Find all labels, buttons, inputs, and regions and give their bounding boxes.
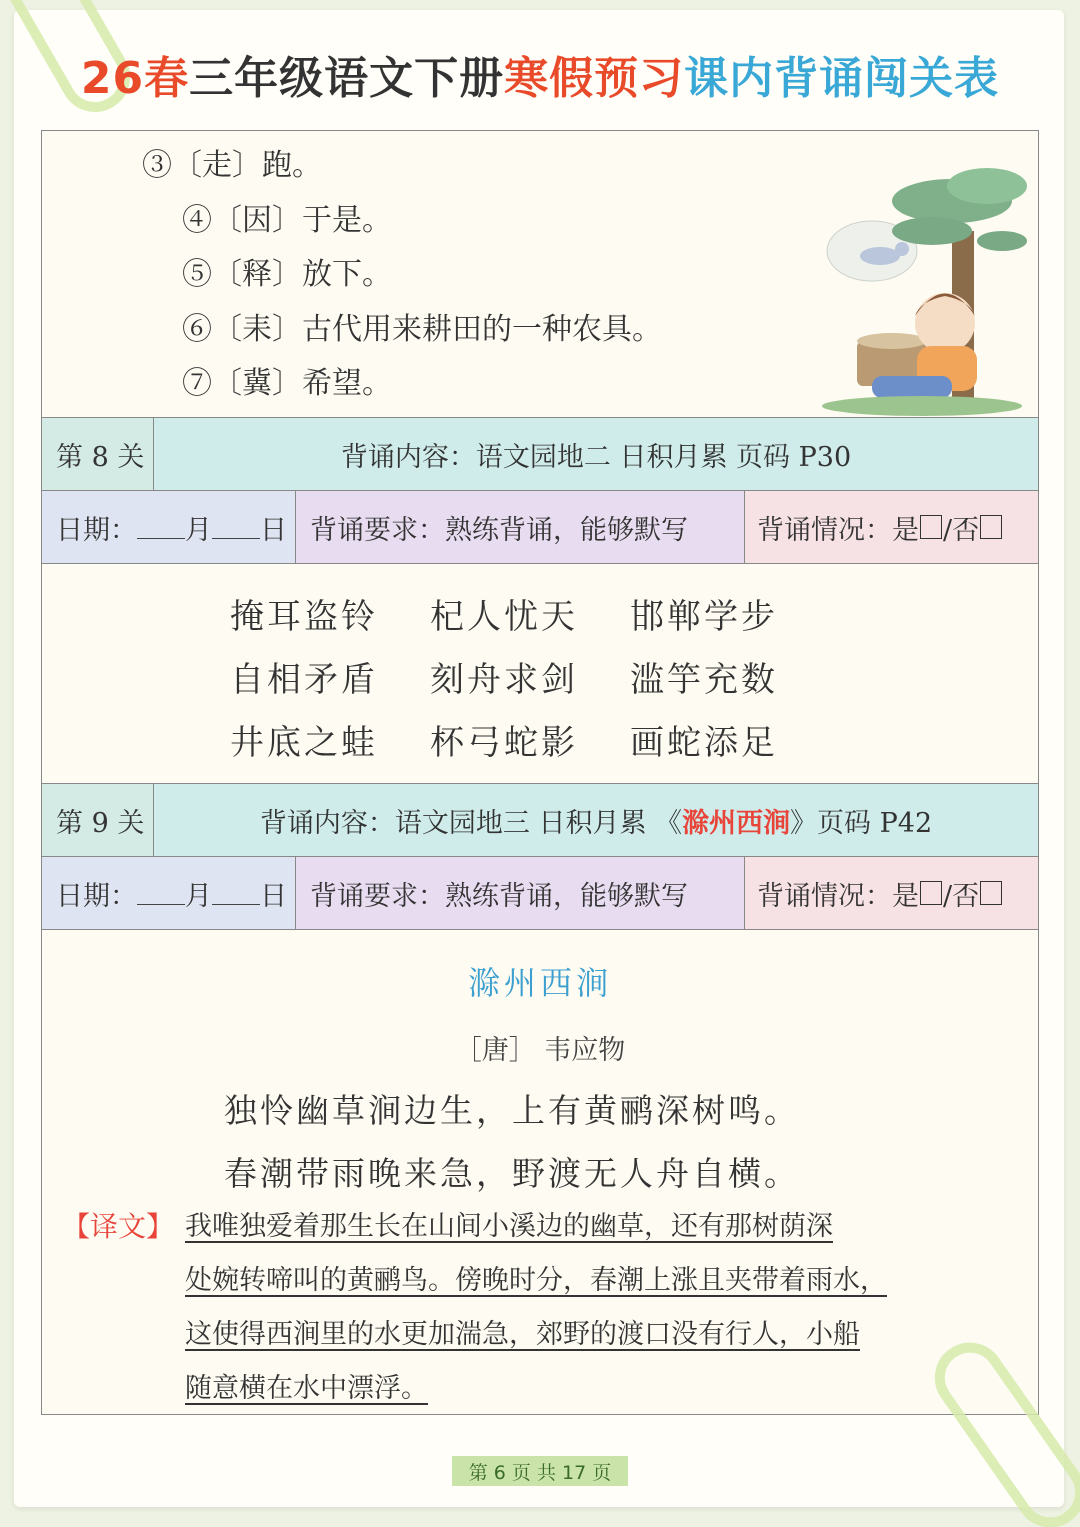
no-checkbox[interactable]	[980, 515, 1002, 539]
definition-item: ⑤〔释〕放下。	[182, 257, 392, 292]
farmer-under-tree-illustration	[802, 151, 1032, 421]
poem-author: ［唐］ 韦应物	[454, 1035, 626, 1066]
yes-checkbox[interactable]	[920, 515, 942, 539]
translation-text	[185, 1200, 1011, 1416]
no-checkbox[interactable]	[980, 881, 1002, 905]
translation-line: 随意横在水中漂浮。	[185, 1373, 428, 1404]
status-label: 背诵情况：是	[757, 880, 919, 912]
date-label: 日期：	[56, 880, 137, 912]
level-9-label: 第 9 关	[42, 784, 154, 856]
level-9-content-suffix: 》页码 P42	[790, 807, 933, 839]
idiom: 杯弓蛇影	[430, 723, 578, 763]
translation-line: 这使得西涧里的水更加湍急，郊野的渡口没有行人，小船	[185, 1319, 860, 1350]
definition-item: ⑦〔冀〕希望。	[182, 366, 392, 401]
level-8-idioms-area	[42, 563, 1038, 783]
title-part-year: 26春	[80, 53, 190, 104]
idiom-row	[230, 645, 830, 708]
idiom: 杞人忧天	[430, 597, 578, 637]
level-8-label: 第 8 关	[42, 418, 154, 490]
date-label: 日期：	[56, 514, 137, 546]
level-9-content-prefix: 背诵内容：语文园地三 日积月累 《	[259, 807, 683, 839]
day-blank[interactable]	[212, 515, 260, 539]
level-8-status	[745, 491, 1038, 563]
idiom: 刻舟求剑	[430, 660, 578, 700]
idiom: 画蛇添足	[630, 723, 778, 763]
day-label: 日	[260, 880, 287, 912]
title-part-table: 课内背诵闯关表	[684, 53, 1000, 104]
definition-list	[142, 139, 662, 412]
level-9-poem-name: 滁州西涧	[682, 807, 791, 839]
level-9-content	[154, 784, 1038, 856]
poem-line: 春潮带雨晚来急，野渡无人舟自横。	[224, 1154, 800, 1193]
level-8-requirement: 背诵要求：熟练背诵，能够默写	[296, 491, 745, 563]
status-separator: /否	[943, 514, 980, 546]
status-separator: /否	[943, 880, 980, 912]
poem-title: 滁州西涧	[467, 964, 612, 1002]
idiom: 井底之蛙	[230, 723, 378, 763]
level-8-info-row	[42, 490, 1038, 563]
level-8-row	[42, 417, 1038, 490]
level-9-date-field[interactable]	[42, 857, 296, 929]
page-number: 第 6 页 共 17 页	[452, 1456, 628, 1486]
recitation-table	[41, 130, 1039, 1415]
idiom-row	[230, 708, 830, 771]
day-label: 日	[260, 514, 287, 546]
translation-label: 【译文】	[62, 1210, 175, 1243]
month-blank[interactable]	[137, 515, 185, 539]
level-8-content: 背诵内容：语文园地二 日积月累 页码 P30	[340, 441, 852, 473]
day-blank[interactable]	[212, 881, 260, 905]
idiom: 掩耳盗铃	[230, 597, 378, 637]
month-label: 月	[185, 880, 212, 912]
idiom-row	[230, 582, 830, 645]
definition-item: ③〔走〕跑。	[142, 148, 322, 183]
level-9-row	[42, 783, 1038, 856]
level-9-status	[745, 857, 1038, 929]
translation-line: 我唯独爱着那生长在山间小溪边的幽草，还有那树荫深	[185, 1211, 833, 1242]
idiom: 自相矛盾	[230, 660, 378, 700]
definition-item: ④〔因〕于是。	[182, 202, 392, 238]
idiom: 邯郸学步	[630, 597, 778, 637]
idiom: 滥竽充数	[630, 660, 778, 700]
level-8-date-field[interactable]	[42, 491, 296, 563]
status-label: 背诵情况：是	[757, 514, 919, 546]
idiom-grid	[230, 582, 830, 771]
poem-area	[42, 929, 1038, 1414]
translation-line: 处婉转啼叫的黄鹂鸟。傍晚时分，春潮上涨且夹带着雨水，	[185, 1265, 887, 1296]
title-part-holiday: 寒假预习	[504, 53, 685, 104]
title-part-grade: 三年级语文下册	[189, 53, 505, 104]
page-title	[0, 42, 1080, 106]
yes-checkbox[interactable]	[920, 881, 942, 905]
level-9-requirement: 背诵要求：熟练背诵，能够默写	[296, 857, 745, 929]
level-9-info-row	[42, 856, 1038, 929]
poem-line: 独怜幽草涧边生，上有黄鹂深树鸣。	[224, 1091, 800, 1130]
definition-item: ⑥〔耒〕古代用来耕田的一种农具。	[182, 311, 662, 347]
month-label: 月	[185, 514, 212, 546]
month-blank[interactable]	[137, 881, 185, 905]
